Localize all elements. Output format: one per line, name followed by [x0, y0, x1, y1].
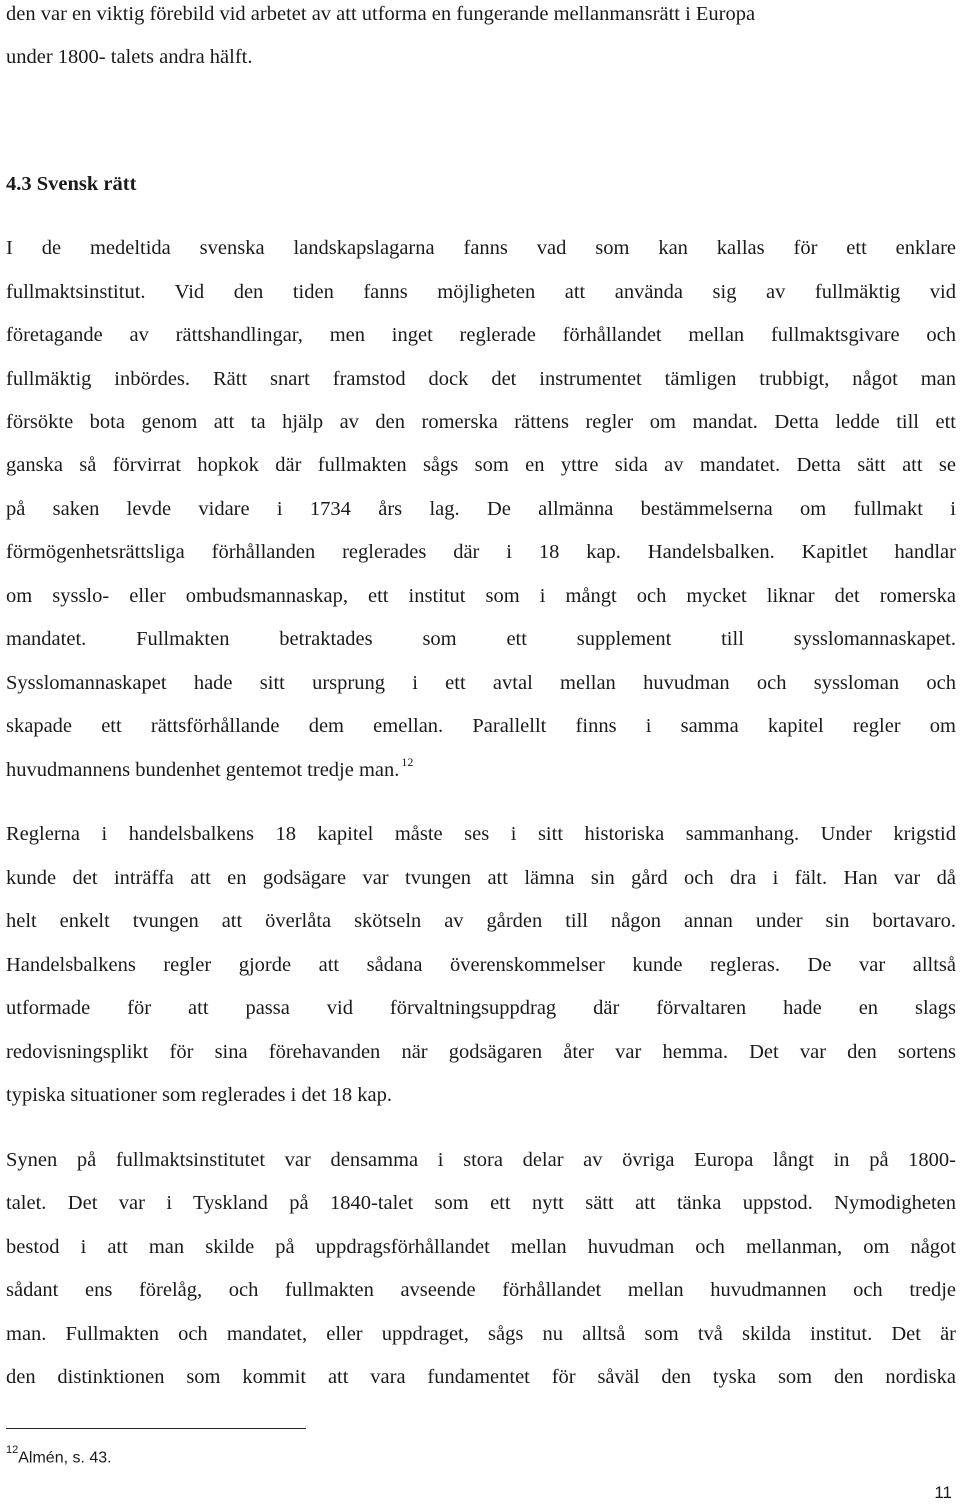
body-line: mandatet. Fullmakten betraktades som ett supplement till sysslomannaskapet. — [6, 628, 956, 650]
body-line: Handelsbalkens regler gjorde att sådana överenskommelser kunde regleras. De var alltså — [6, 954, 956, 976]
body-line: den distinktionen som kommit att vara fundamentet för såväl den tyska som den nordiska — [6, 1366, 956, 1388]
body-line: bestod i att man skilde på uppdragsförhållandet mellan huvudman och mellanman, om något — [6, 1236, 956, 1258]
body-line: Sysslomannaskapet hade sitt ursprung i ett avtal mellan huvudman och syssloman och — [6, 672, 956, 694]
body-line: förmögenhetsrättsliga förhållanden reglerades där i 18 kap. Handelsbalken. Kapitlet handlar — [6, 541, 956, 563]
footnote-number: 12 — [6, 1444, 19, 1456]
body-line: företagande av rättshandlingar, men inget reglerade förhållandet mellan fullmaktsgivare och — [6, 324, 956, 346]
body-line: sådant ens förelåg, och fullmakten avseende förhållandet mellan huvudmannen och tredje — [6, 1279, 956, 1301]
body-line: den var en viktig förebild vid arbetet av att utforma en fungerande mellanmansrätt i Europa — [6, 3, 756, 25]
body-line-last — [6, 755, 956, 784]
body-line: talet. Det var i Tyskland på 1840-talet som ett nytt sätt att tänka uppstod. Nymodigheten — [6, 1192, 956, 1214]
body-line: Reglerna i handelsbalkens 18 kapitel måste ses i sitt historiska sammanhang. Under krigstid — [6, 823, 956, 845]
body-line: utformade för att passa vid förvaltningsuppdrag där förvaltaren hade en slags — [6, 997, 956, 1019]
page-number: 11 — [934, 1483, 952, 1502]
footnote — [6, 1443, 112, 1468]
body-line: under 1800- talets andra hälft. — [6, 46, 253, 68]
body-line-last: typiska situationer som reglerades i det 18 kap. — [6, 1084, 392, 1106]
body-line: helt enkelt tvungen att överlåta skötseln av gården till någon annan under sin bortavaro. — [6, 910, 956, 932]
body-line: I de medeltida svenska landskapslagarna fanns vad som kan kallas för ett enklare — [6, 237, 956, 259]
body-line: kunde det inträffa att en godsägare var tvungen att lämna sin gård och dra i fält. Han var då — [6, 867, 956, 889]
footnote-reference[interactable]: 12 — [401, 755, 414, 769]
body-line: man. Fullmakten och mandatet, eller uppdraget, sågs nu alltså som två skilda institut. Det är — [6, 1323, 956, 1345]
footnote-text: Almén, s. 43. — [18, 1449, 112, 1467]
body-text: huvudmannens bundenhet gentemot tredje man. — [6, 759, 400, 781]
body-line: Synen på fullmaktsinstitutet var densamma i stora delar av övriga Europa långt in på 1800- — [6, 1149, 956, 1171]
body-line: fullmäktig inbördes. Rätt snart framstod dock det instrumentet tämligen trubbigt, något man — [6, 368, 956, 390]
body-line: ganska så förvirrat hopkok där fullmakten sågs som en yttre sida av mandatet. Detta sätt att se — [6, 454, 956, 476]
body-line: redovisningsplikt för sina förehavanden när godsägaren åter var hemma. Det var den sortens — [6, 1041, 956, 1063]
body-line: på saken levde vidare i 1734 års lag. De allmänna bestämmelserna om fullmakt i — [6, 498, 956, 520]
body-line: skapade ett rättsförhållande dem emellan. Parallellt finns i samma kapitel regler om — [6, 715, 956, 737]
body-line: om sysslo- eller ombudsmannaskap, ett institut som i mångt och mycket liknar det romerska — [6, 585, 956, 607]
body-line: försökte bota genom att ta hjälp av den romerska rättens regler om mandat. Detta ledde till ett — [6, 411, 956, 433]
body-line: fullmaktsinstitut. Vid den tiden fanns möjligheten att använda sig av fullmäktig vid — [6, 281, 956, 303]
footnote-separator — [6, 1428, 306, 1429]
section-heading: 4.3 Svensk rätt — [6, 173, 137, 195]
